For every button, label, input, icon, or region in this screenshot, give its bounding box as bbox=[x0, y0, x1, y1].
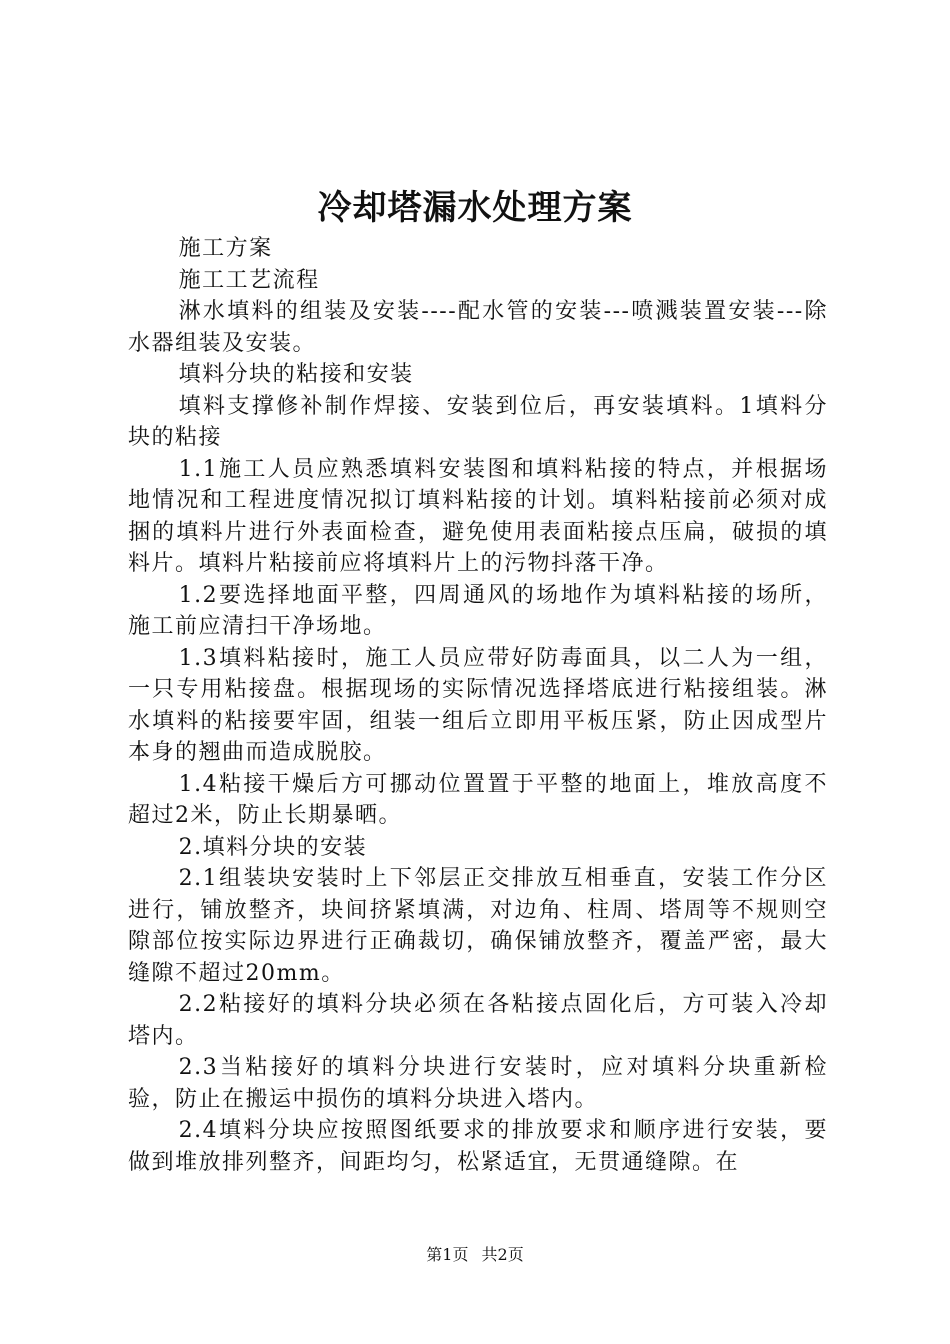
page-number-current: 第1页 bbox=[426, 1245, 469, 1264]
paragraph-5: 填料支撑修补制作焊接、安装到位后，再安装填料。1填料分块的粘接 bbox=[128, 393, 828, 450]
paragraph-10: 2.填料分块的安装 bbox=[178, 834, 368, 860]
document-title: 冷却塔漏水处理方案 bbox=[317, 188, 633, 228]
paragraph-2: 施工工艺流程 bbox=[178, 267, 320, 293]
paragraph-7: 1.2要选择地面平整，四周通风的场地作为填料粘接的场所，施工前应清扫干净场地。 bbox=[128, 582, 828, 639]
paragraph-13: 2.3当粘接好的填料分块进行安装时，应对填料分块重新检验，防止在搬运中损伤的填料分块进入塔内。 bbox=[128, 1055, 828, 1112]
page-footer bbox=[0, 1243, 950, 1267]
paragraph-4: 填料分块的粘接和安装 bbox=[178, 362, 414, 387]
page-number-total: 共2页 bbox=[481, 1245, 524, 1264]
paragraph-8: 1.3填料粘接时，施工人员应带好防毒面具，以二人为一组，一只专用粘接盘。根据现场的实际情况选择塔底进行粘接组装。淋水填料的粘接要牢固，组装一组后立即用平板压紧，防止因成型片本身的翘曲而造成脱胶。 bbox=[128, 645, 828, 765]
document-body bbox=[128, 233, 828, 1178]
paragraph-14: 2.4填料分块应按照图纸要求的排放要求和顺序进行安装，要做到堆放排列整齐，间距均匀，松紧适宜，无贯通缝隙。在 bbox=[128, 1118, 828, 1175]
paragraph-9: 1.4粘接干燥后方可挪动位置置于平整的地面上，堆放高度不超过2米，防止长期暴晒。 bbox=[128, 771, 828, 828]
paragraph-12: 2.2粘接好的填料分块必须在各粘接点固化后，方可装入冷却塔内。 bbox=[128, 992, 828, 1049]
paragraph-3: 淋水填料的组装及安装----配水管的安装---喷溅装置安装---除水器组装及安装。 bbox=[128, 299, 828, 356]
paragraph-11: 2.1组装块安装时上下邻层正交排放互相垂直，安装工作分区进行，铺放整齐，块间挤紧填满，对边角、柱周、塔周等不规则空隙部位按实际边界进行正确裁切，确保铺放整齐，覆盖严密，最大缝隙不超过20mm。 bbox=[128, 866, 828, 986]
paragraph-6: 1.1施工人员应熟悉填料安装图和填料粘接的特点，并根据场地情况和工程进度情况拟订填料粘接的计划。填料粘接前必须对成捆的填料片进行外表面检查，避免使用表面粘接点压扁，破损的填料片。填料片粘接前应将填料片上的污物抖落干净。 bbox=[128, 456, 828, 576]
paragraph-1: 施工方案 bbox=[178, 236, 273, 261]
